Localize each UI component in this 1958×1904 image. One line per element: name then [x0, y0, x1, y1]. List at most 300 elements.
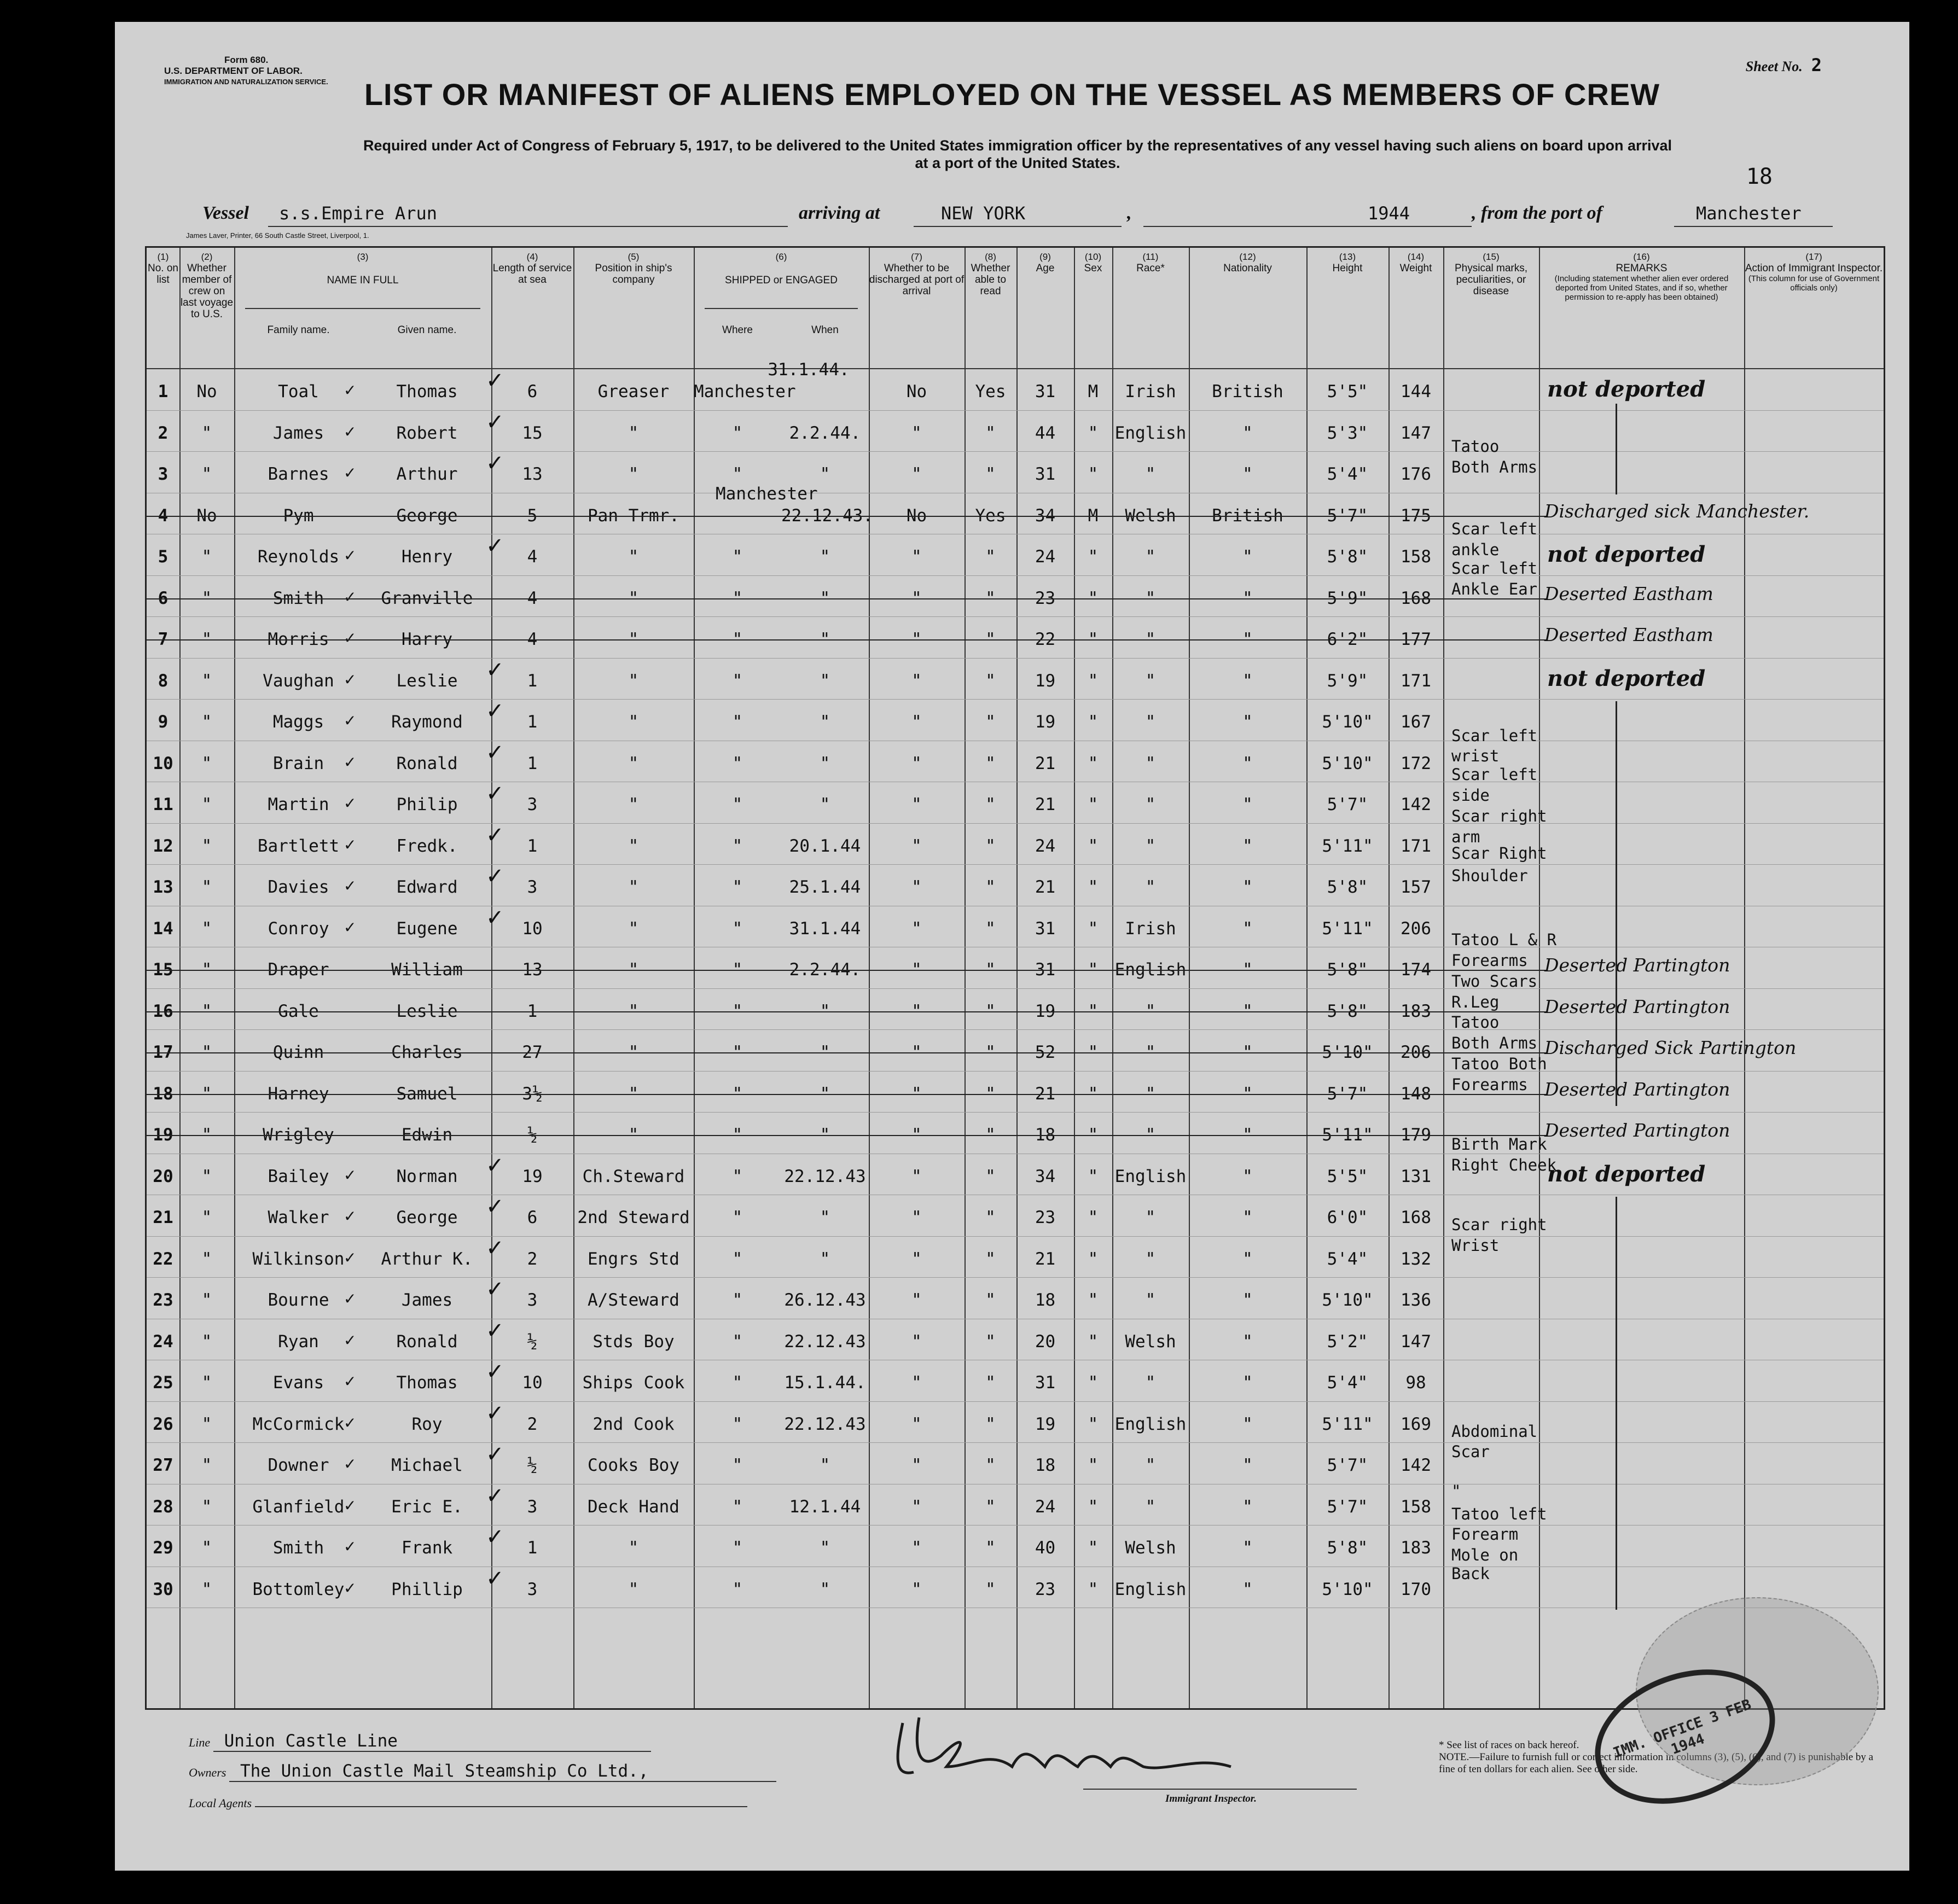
cell-sex: " — [1088, 1497, 1099, 1517]
physical-mark: Scar right — [1451, 1215, 1547, 1235]
row-divider — [147, 823, 1884, 824]
checkmark-icon: ✓ — [344, 546, 357, 564]
cell-given: Henry — [401, 547, 453, 567]
cell-nat: " — [1242, 588, 1253, 608]
cell-race: Welsh — [1125, 1538, 1176, 1558]
cell-height: 5'8" — [1327, 547, 1368, 567]
column-header: (10) Sex — [1084, 252, 1102, 274]
cell-weight: 179 — [1401, 1125, 1431, 1145]
cell-when: " — [820, 1125, 830, 1145]
cell-age: 40 — [1035, 1538, 1056, 1558]
cell-when: " — [820, 671, 830, 691]
agents-field: Local Agents — [189, 1794, 747, 1810]
cell-given: Arthur K. — [381, 1249, 473, 1269]
cell-when: 15.1.44. — [784, 1373, 866, 1393]
checkmark-icon: ✓ — [486, 864, 504, 889]
cell-nat: " — [1242, 1208, 1253, 1227]
cell-disch: " — [911, 1001, 922, 1021]
manifest-sheet — [115, 22, 1909, 1871]
cell-prev: " — [201, 547, 212, 567]
cell-disch: " — [911, 795, 922, 814]
cell-read: " — [985, 918, 996, 939]
cell-when: 26.12.43 — [784, 1290, 866, 1310]
cell-nat: " — [1242, 1373, 1253, 1393]
cell-position: " — [628, 836, 639, 856]
cell-weight: 131 — [1401, 1166, 1431, 1186]
cell-when: 22.12.43 — [784, 1166, 866, 1186]
cell-prev: " — [201, 877, 212, 897]
cell-race: Welsh — [1125, 505, 1176, 526]
cell-family: Smith — [272, 588, 324, 608]
cell-disch: " — [911, 1043, 922, 1062]
remark: Discharged sick Manchester. — [1544, 500, 1810, 522]
cell-age: 18 — [1035, 1290, 1056, 1310]
cell-nat: " — [1242, 547, 1253, 567]
cell-nat: " — [1242, 877, 1253, 897]
column-header: (8) Whether able to read — [971, 252, 1010, 297]
cell-height: 5'11" — [1322, 918, 1373, 939]
bracket-line — [1616, 1197, 1617, 1610]
shipped-date: 31.1.44. — [768, 360, 850, 380]
cell-sex: M — [1088, 505, 1099, 526]
cell-no: 7 — [158, 630, 169, 649]
cell-service: 2 — [527, 1414, 538, 1434]
cell-race: " — [1145, 1208, 1156, 1227]
cell-when: " — [820, 464, 830, 484]
physical-mark: arm — [1451, 827, 1480, 846]
cell-sex: " — [1088, 1001, 1099, 1021]
cell-disch: " — [911, 918, 922, 939]
cell-position: A/Steward — [588, 1290, 679, 1310]
cell-height: 5'8" — [1327, 1538, 1368, 1558]
remark: not deported — [1547, 541, 1706, 567]
cell-prev: " — [201, 630, 212, 649]
cell-when: " — [820, 753, 830, 773]
cell-age: 31 — [1035, 918, 1056, 939]
cell-height: 5'9" — [1327, 588, 1368, 608]
cell-height: 6'2" — [1327, 630, 1368, 649]
cell-service: 1 — [527, 1538, 538, 1558]
cell-read: " — [985, 1331, 996, 1352]
cell-disch: " — [911, 1084, 922, 1104]
strike-line — [147, 639, 1547, 641]
cell-given: Ronald — [396, 753, 458, 773]
cell-read: " — [985, 1084, 996, 1104]
checkmark-icon: ✓ — [486, 1152, 504, 1178]
cell-sex: " — [1088, 464, 1099, 484]
cell-race: " — [1145, 836, 1156, 856]
cell-position: " — [628, 464, 639, 484]
cell-sex: " — [1088, 1331, 1099, 1352]
cell-weight: 183 — [1401, 1001, 1431, 1021]
cell-family: Davies — [268, 877, 329, 897]
checkmark-icon: ✓ — [486, 905, 504, 930]
cell-where: " — [732, 588, 743, 608]
cell-prev: " — [201, 1125, 212, 1145]
cell-age: 19 — [1035, 1414, 1056, 1434]
checkmark-icon: ✓ — [344, 712, 357, 730]
cell-disch: " — [911, 960, 922, 980]
cell-family: Vaughan — [263, 671, 334, 691]
checkmark-icon: ✓ — [486, 1483, 504, 1509]
cell-when: 31.1.44 — [789, 918, 861, 939]
physical-mark: Scar left — [1451, 520, 1538, 539]
cell-where: " — [732, 464, 743, 484]
vessel-name: s.s.Empire Arun — [279, 203, 437, 224]
cell-family: Barnes — [268, 464, 329, 484]
remark: not deported — [1547, 1161, 1706, 1187]
cell-when: " — [820, 712, 830, 732]
cell-position: " — [628, 877, 639, 897]
cell-position: 2nd Cook — [592, 1414, 675, 1434]
cell-sex: " — [1088, 1043, 1099, 1062]
bracket-line — [1616, 701, 1617, 1106]
column-divider — [1539, 248, 1540, 1708]
cell-where: " — [732, 1497, 743, 1517]
cell-no: 10 — [153, 753, 173, 773]
cell-nat: " — [1242, 1249, 1253, 1269]
cell-read: " — [985, 464, 996, 484]
owners-value: The Union Castle Mail Steamship Co Ltd., — [240, 1761, 649, 1781]
cell-when: " — [820, 1249, 830, 1269]
cell-given: Harry — [401, 630, 453, 649]
cell-race: " — [1145, 630, 1156, 649]
cell-service: 3 — [527, 877, 538, 897]
checkmark-icon: ✓ — [344, 464, 357, 482]
cell-sex: " — [1088, 1084, 1099, 1104]
cell-no: 3 — [158, 464, 169, 484]
cell-position: Stds Boy — [592, 1331, 675, 1352]
cell-position: " — [628, 423, 639, 443]
column-subheader: When — [811, 324, 839, 336]
cell-position: " — [628, 1579, 639, 1599]
strike-line — [147, 970, 1547, 971]
cell-no: 6 — [158, 588, 169, 608]
column-subheader: Family name. — [267, 324, 330, 336]
cell-prev: " — [201, 1414, 212, 1434]
cell-prev: " — [201, 1208, 212, 1227]
cell-age: 19 — [1035, 671, 1056, 691]
cell-height: 5'4" — [1327, 1249, 1368, 1269]
cell-weight: 98 — [1405, 1373, 1426, 1393]
page-title: LIST OR MANIFEST OF ALIENS EMPLOYED ON THE VESSEL AS MEMBERS OF CREW — [364, 77, 1660, 112]
column-header: (5) Position in ship's company — [595, 252, 672, 286]
checkmark-icon: ✓ — [486, 1277, 504, 1302]
checkmark-icon: ✓ — [486, 1318, 504, 1343]
cell-prev: No — [196, 382, 217, 401]
from-port: Manchester — [1696, 203, 1802, 224]
physical-mark: Both Arms — [1451, 1034, 1538, 1052]
cell-no: 2 — [158, 423, 169, 443]
physical-mark: Wrist — [1451, 1236, 1500, 1255]
cell-nat: " — [1242, 1579, 1253, 1599]
cell-position: " — [628, 918, 639, 939]
checkmark-icon: ✓ — [486, 1565, 504, 1591]
cell-prev: No — [196, 505, 217, 526]
cell-when: 2.2.44. — [789, 423, 861, 443]
cell-family: McCormick — [252, 1414, 345, 1434]
cell-weight: 169 — [1401, 1414, 1431, 1434]
owners-field: Owners The Union Castle Mail Steamship Co Ltd., — [189, 1761, 776, 1782]
arriving-label: arriving at — [799, 203, 880, 223]
strike-line — [147, 1052, 1547, 1053]
cell-disch: No — [906, 505, 927, 526]
cell-service: 1 — [527, 1001, 538, 1021]
cell-given: Philip — [396, 795, 458, 814]
cell-where: " — [732, 1414, 743, 1434]
subtitle: Required under Act of Congress of February 5, 1917, to be delivered to the United States immigration officer by the representatives of any vessel having such aliens on board upon arrival at a port of the United States. — [363, 137, 1672, 171]
cell-read: Yes — [975, 505, 1006, 526]
row-divider — [147, 1071, 1884, 1072]
cell-when: " — [820, 630, 830, 649]
cell-no: 22 — [153, 1249, 173, 1269]
checkmark-icon: ✓ — [344, 1455, 357, 1473]
row-divider — [147, 658, 1884, 659]
cell-weight: 136 — [1401, 1290, 1431, 1310]
cell-service: 1 — [527, 671, 538, 691]
strike-line — [147, 516, 1547, 517]
checkmark-icon: ✓ — [344, 422, 357, 441]
cell-where: " — [732, 1125, 743, 1145]
cell-given: Leslie — [396, 671, 458, 691]
cell-given: Robert — [396, 423, 458, 443]
column-header: (6) SHIPPED or ENGAGED — [725, 252, 838, 286]
cell-disch: " — [911, 630, 922, 649]
row-divider — [147, 864, 1884, 865]
cell-when: 22.12.43. — [781, 505, 873, 526]
vessel-label: Vessel — [202, 203, 249, 223]
cell-sex: " — [1088, 712, 1099, 732]
physical-mark: ankle — [1451, 540, 1500, 559]
cell-age: 18 — [1035, 1455, 1056, 1475]
checkmark-icon: ✓ — [344, 381, 357, 399]
row-divider — [147, 616, 1884, 617]
cell-family: Pym — [283, 505, 314, 526]
cell-prev: " — [201, 464, 212, 484]
cell-sex: " — [1088, 630, 1099, 649]
cell-when: 25.1.44 — [789, 877, 861, 897]
physical-mark: Tatoo — [1451, 437, 1500, 456]
checkmark-icon: ✓ — [344, 1290, 357, 1308]
cell-race: " — [1145, 1125, 1156, 1145]
cell-nat: " — [1242, 918, 1253, 939]
cell-race: Irish — [1125, 382, 1176, 401]
cell-position: " — [628, 630, 639, 649]
cell-service: 1 — [527, 712, 538, 732]
cell-age: 24 — [1035, 547, 1056, 567]
cell-sex: " — [1088, 836, 1099, 856]
cell-weight: 206 — [1401, 1043, 1431, 1062]
cell-race: " — [1145, 753, 1156, 773]
physical-mark: Scar left — [1451, 726, 1538, 745]
remark: Deserted Partington — [1544, 1120, 1730, 1141]
strike-line — [147, 1135, 1547, 1136]
cell-age: 31 — [1035, 464, 1056, 484]
cell-no: 21 — [153, 1208, 173, 1227]
cell-race: English — [1114, 1166, 1187, 1186]
cell-race: Welsh — [1125, 1331, 1176, 1352]
cell-nat: " — [1242, 712, 1253, 732]
cell-height: 5'5" — [1327, 382, 1368, 401]
cell-no: 1 — [158, 382, 169, 401]
cell-weight: 148 — [1401, 1084, 1431, 1104]
physical-mark: Mole on — [1451, 1546, 1519, 1565]
column-subheader: Where — [722, 324, 753, 336]
cell-nat: " — [1242, 1455, 1253, 1475]
cell-read: " — [985, 712, 996, 732]
cell-prev: " — [201, 753, 212, 773]
cell-weight: 172 — [1401, 753, 1431, 773]
cell-where: " — [732, 1208, 743, 1227]
cell-when: 22.12.43 — [784, 1331, 866, 1352]
cell-sex: " — [1088, 671, 1099, 691]
cell-disch: " — [911, 547, 922, 567]
row-divider — [147, 1442, 1884, 1443]
cell-nat: " — [1242, 1001, 1253, 1021]
column-header: (2) Whether member of crew on last voyage to U.S. — [180, 252, 234, 320]
cell-when: 2.2.44. — [789, 960, 861, 980]
cell-nat: " — [1242, 753, 1253, 773]
cell-weight: 144 — [1401, 382, 1431, 401]
cell-disch: " — [911, 1414, 922, 1434]
strike-line — [147, 598, 1547, 599]
cell-where: " — [732, 1290, 743, 1310]
checkmark-icon: ✓ — [486, 781, 504, 806]
vessel-line: Vessel s.s.Empire Arun arriving at NEW YORK , 1944 , from the port of Manchester — [164, 200, 1833, 227]
cell-prev: " — [201, 836, 212, 856]
checkmark-icon: ✓ — [486, 368, 504, 393]
physical-mark: Scar Right — [1451, 843, 1547, 863]
cell-race: " — [1145, 712, 1156, 732]
cell-no: 4 — [158, 505, 169, 526]
cell-family: Toal — [278, 382, 319, 401]
cell-weight: 132 — [1401, 1249, 1431, 1269]
cell-position: " — [628, 753, 639, 773]
cell-no: 28 — [153, 1497, 173, 1517]
cell-weight: 183 — [1401, 1538, 1431, 1558]
cell-prev: " — [201, 712, 212, 732]
cell-sex: " — [1088, 1373, 1099, 1393]
cell-weight: 174 — [1401, 960, 1431, 980]
cell-where: " — [732, 1166, 743, 1186]
cell-family: Bartlett — [257, 836, 340, 856]
cell-no: 27 — [153, 1455, 173, 1475]
cell-position: Deck Hand — [588, 1497, 679, 1517]
cell-given: Phillip — [391, 1579, 463, 1599]
cell-no: 16 — [153, 1001, 173, 1021]
inspector-label: Immigrant Inspector. — [1165, 1793, 1257, 1804]
cell-height: 5'7" — [1327, 1455, 1368, 1475]
checkmark-icon: ✓ — [486, 740, 504, 765]
cell-service: 19 — [522, 1166, 543, 1186]
line-value: Union Castle Line — [224, 1731, 398, 1751]
cell-race: English — [1114, 960, 1187, 980]
cell-prev: " — [201, 795, 212, 814]
cell-race: " — [1145, 588, 1156, 608]
cell-height: 5'11" — [1322, 1125, 1373, 1145]
cell-prev: " — [201, 1249, 212, 1269]
cell-service: 13 — [522, 464, 543, 484]
cell-sex: " — [1088, 795, 1099, 814]
cell-disch: " — [911, 836, 922, 856]
cell-prev: " — [201, 588, 212, 608]
cell-weight: 142 — [1401, 795, 1431, 814]
physical-mark: Forearms — [1451, 1075, 1528, 1094]
row-divider — [147, 1236, 1884, 1237]
physical-mark: Abdominal — [1451, 1422, 1538, 1441]
cell-sex: " — [1088, 918, 1099, 939]
cell-no: 29 — [153, 1538, 173, 1558]
cell-sex: " — [1088, 1125, 1099, 1145]
cell-height: 5'11" — [1322, 836, 1373, 856]
cell-nat: " — [1242, 671, 1253, 691]
cell-disch: " — [911, 1373, 922, 1393]
row-divider — [147, 1401, 1884, 1402]
cell-service: ½ — [527, 1455, 538, 1475]
bracket-line — [1616, 404, 1617, 494]
cell-position: " — [628, 547, 639, 567]
cell-height: 5'8" — [1327, 1001, 1368, 1021]
cell-family: Downer — [268, 1455, 329, 1475]
cell-position: " — [628, 671, 639, 691]
cell-race: " — [1145, 547, 1156, 567]
cell-sex: " — [1088, 588, 1099, 608]
cell-when: " — [820, 1208, 830, 1227]
column-header: (14) Weight — [1399, 252, 1432, 274]
cell-position: Greaser — [597, 382, 670, 401]
cell-where: " — [732, 960, 743, 980]
cell-service: 3 — [527, 1579, 538, 1599]
cell-age: 21 — [1035, 877, 1056, 897]
cell-disch: " — [911, 1455, 922, 1475]
checkmark-icon: ✓ — [486, 409, 504, 435]
cell-service: 3½ — [522, 1084, 543, 1104]
cell-height: 5'10" — [1322, 1290, 1373, 1310]
cell-no: 5 — [158, 547, 169, 567]
cell-race: " — [1145, 1290, 1156, 1310]
cell-prev: " — [201, 1290, 212, 1310]
column-divider — [1744, 248, 1745, 1708]
cell-family: Wrigley — [263, 1125, 334, 1145]
cell-read: " — [985, 423, 996, 443]
cell-position: " — [628, 795, 639, 814]
cell-given: Edwin — [401, 1125, 453, 1145]
cell-disch: " — [911, 1497, 922, 1517]
cell-no: 12 — [153, 836, 173, 856]
cell-where: " — [732, 795, 743, 814]
cell-height: 5'11" — [1322, 1414, 1373, 1434]
cell-weight: 206 — [1401, 918, 1431, 939]
cell-nat: " — [1242, 1125, 1253, 1145]
row-divider — [147, 410, 1884, 411]
year: 1944 — [1368, 203, 1410, 224]
physical-mark: Forearms — [1451, 951, 1528, 970]
column-header: (12) Nationality — [1223, 252, 1272, 274]
checkmark-icon: ✓ — [344, 1538, 357, 1556]
row-divider — [147, 1029, 1884, 1030]
cell-read: " — [985, 753, 996, 773]
cell-age: 23 — [1035, 1208, 1056, 1227]
cell-when: " — [820, 547, 830, 567]
column-header: (16) REMARKS (Including statement whether alien ever ordered deported from United States, and if so, whether permission to re-apply has been obtained) — [1554, 252, 1729, 302]
cell-given: William — [391, 960, 463, 980]
column-header: (7) Whether to be discharged at port of arrival — [869, 252, 965, 297]
remark: Deserted Eastham — [1544, 624, 1713, 645]
cell-read: " — [985, 1497, 996, 1517]
header-underline — [705, 308, 858, 309]
cell-height: 5'7" — [1327, 1084, 1368, 1104]
checkmark-icon: ✓ — [344, 1331, 357, 1349]
